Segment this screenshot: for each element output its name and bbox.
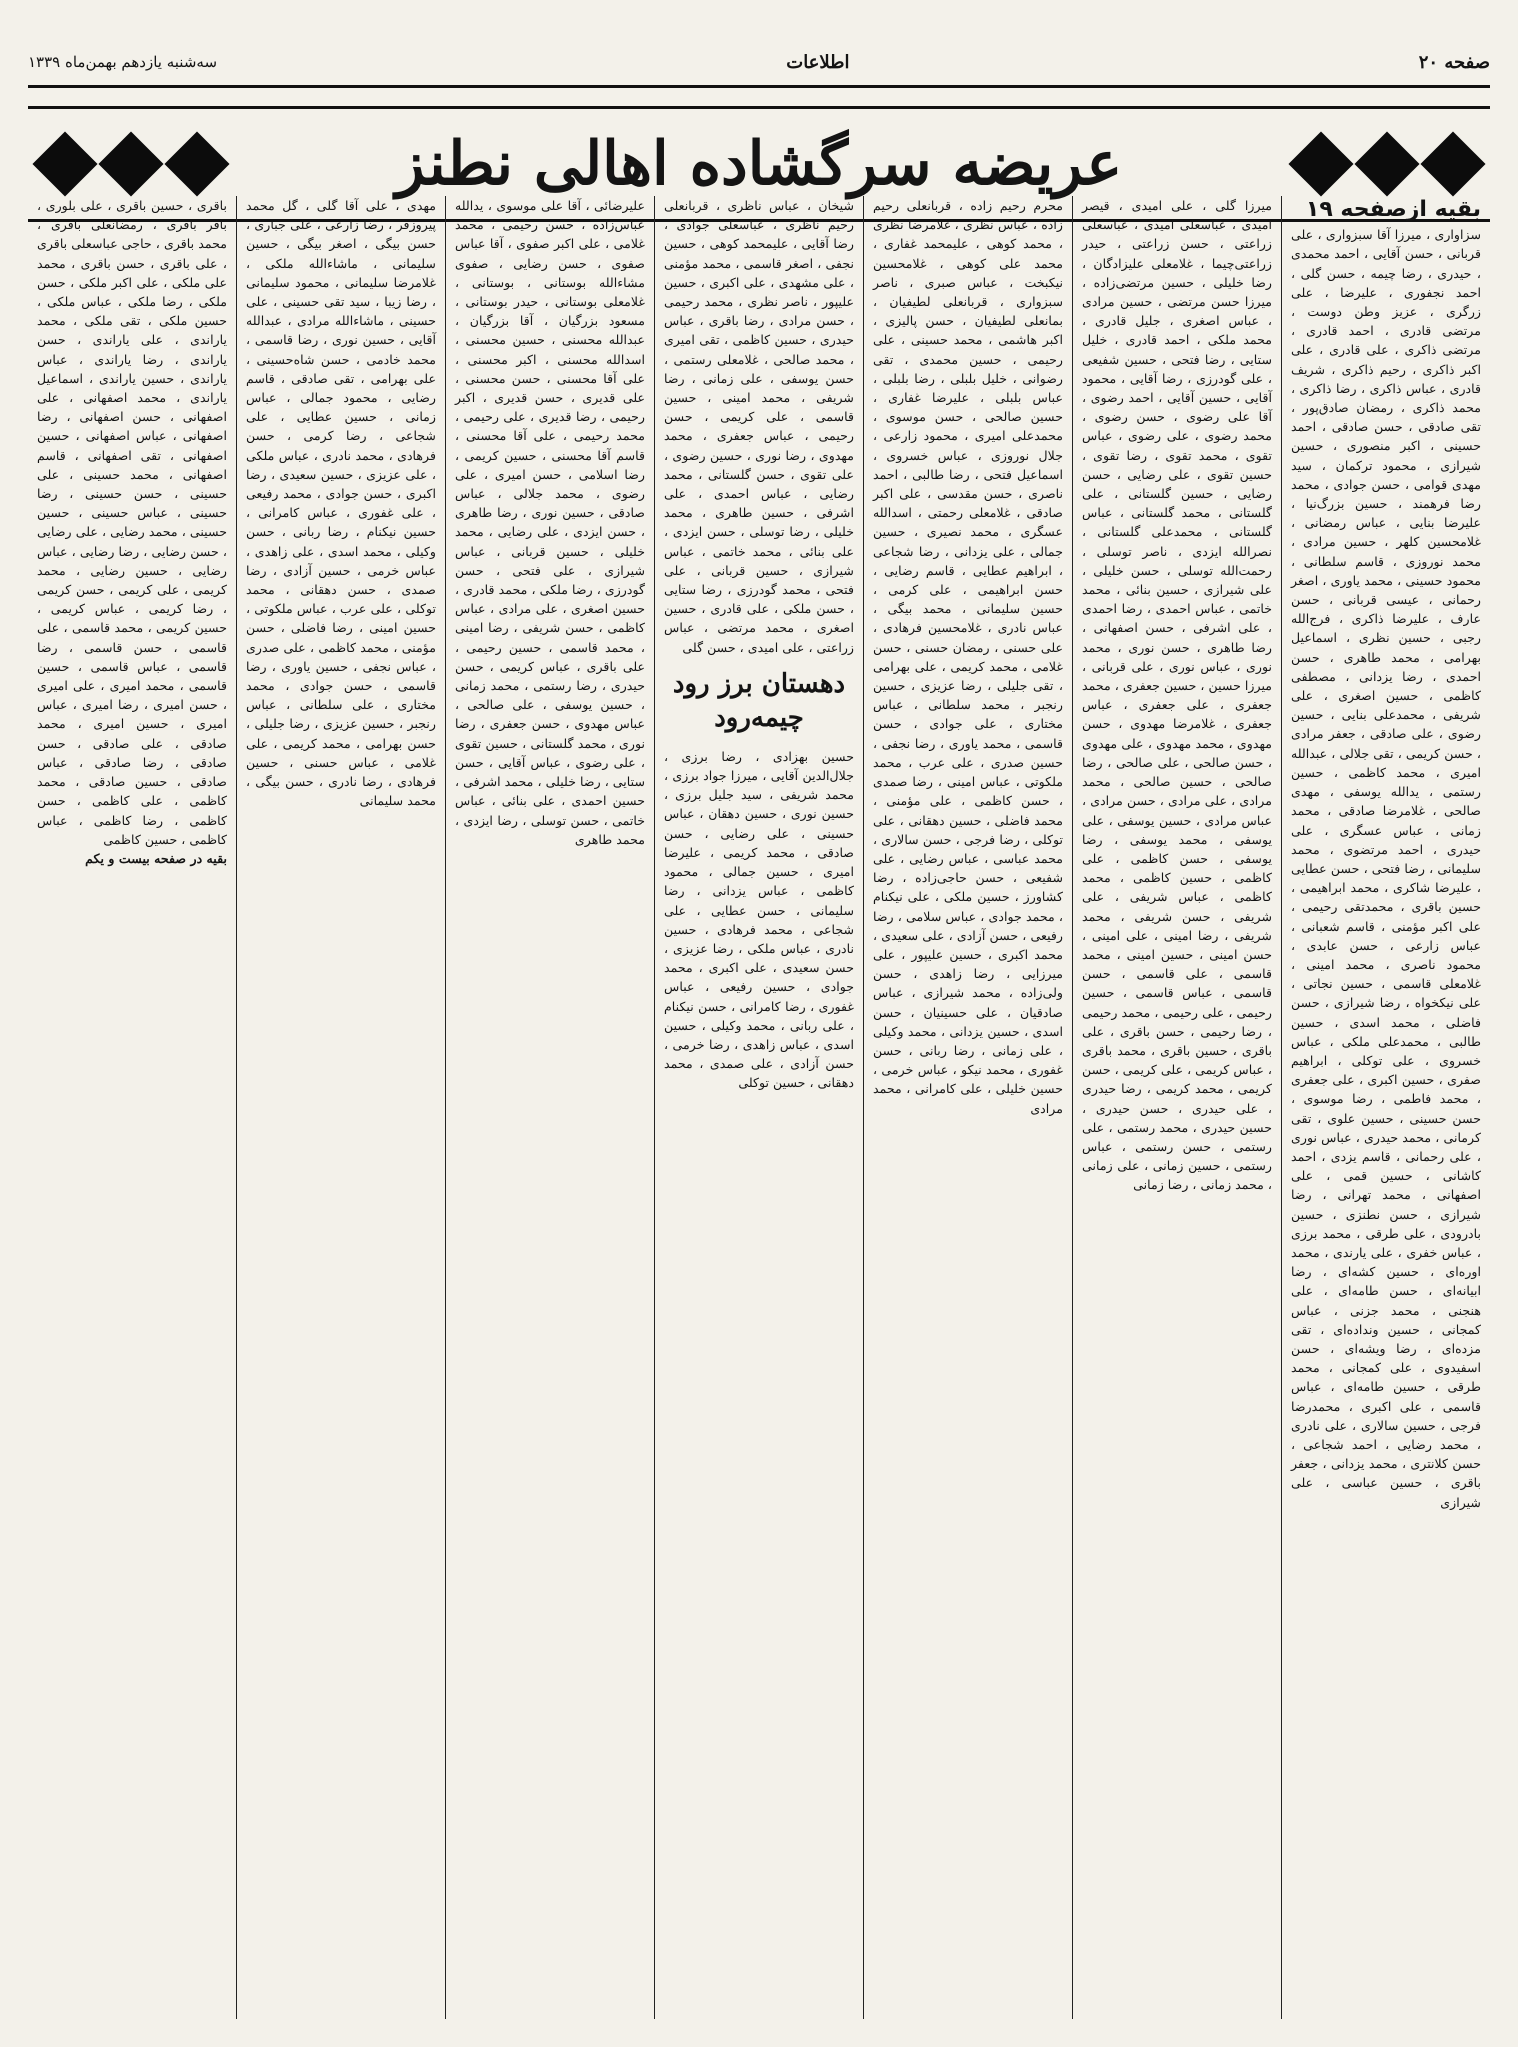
page-number: صفحه ۲۰ — [1418, 51, 1490, 73]
continued-from-note: بقیه ازصفحه ۱۹ — [1305, 197, 1481, 222]
column-text: علیرضائی ، آقا علی موسوی ، یدالله عباس‌زاده ، حسن رحیمی ، محمد غلامی ، علی اکبر صفوی ، آقا عباس صفوی ، حسن رضایی ، صفوی مشاءالله بوستانی ، بوستانی ، غلامعلی بوستانی ، حیدر بوستانی ، مسعود بزرگیان ، آقا بزرگیان ، عبدالله محسنی ، حسین محسنی ، اسدالله محسنی ، اکبر محسنی ، علی آقا محسنی ، حسن محسنی ، علی قدیری ، حسن قدیری ، اکبر رحیمی ، رضا قدیری ، علی رحیمی ، محمد رحیمی ، علی آقا محسنی ، قاسم آقا محسنی ، حسین کریمی ، رضا اسلامی ، حسن امیری ، علی رضوی ، محمد جلالی ، عباس صادقی ، حسین نوری ، رضا طاهری ، حسن ایزدی ، علی رضایی ، محمد خلیلی ، حسین قربانی ، عباس شیرازی ، علی فتحی ، حسن گودرزی ، رضا ملکی ، محمد قادری ، حسین اصغری ، علی مرادی ، عباس کاظمی ، حسن شریفی ، رضا امینی ، محمد قاسمی ، حسین رحیمی ، علی باقری ، عباس کریمی ، حسن حیدری ، رضا رستمی ، محمد زمانی ، حسین یوسفی ، علی صالحی ، عباس مهدوی ، حسن جعفری ، رضا نوری ، محمد گلستانی ، حسین تقوی ، علی رضوی ، عباس آقایی ، حسن ستایی ، رضا خلیلی ، محمد اشرفی ، حسین احمدی ، علی بنائی ، عباس خاتمی ، حسن توسلی ، رضا ایزدی ، محمد طاهری — [455, 198, 645, 847]
column-text: حسین بهزادی ، رضا برزی ، جلال‌الدین آقایی ، میرزا جواد برزی ، محمد شریفی ، سید جلیل برزی ، حسین نوری ، حسین دهقان ، عباس حسینی ، علی رضایی ، حسن صادقی ، محمد کریمی ، علیرضا امیری ، حسین جمالی ، محمود کاظمی ، عباس یزدانی ، رضا سلیمانی ، حسن عطایی ، علی شجاعی ، محمد فرهادی ، حسین نادری ، عباس ملکی ، رضا عزیزی ، حسن سعیدی ، علی اکبری ، محمد جوادی ، حسین رفیعی ، عباس غفوری ، رضا کامرانی ، حسن نیکنام ، علی ربانی ، محمد وکیلی ، حسین اسدی ، عباس زاهدی ، رضا خرمی ، حسن آزادی ، علی صمدی ، محمد دهقانی ، حسین توکلی — [664, 748, 854, 1091]
diamond-icon — [1420, 131, 1485, 196]
column-5 — [445, 196, 654, 2019]
column-text: باقری ، حسین باقری ، علی بلوری ، باقر باقری ، رمضانعلی باقری ، محمد باقری ، حاجی عباسعلی باقری ، علی باقری ، حسن باقری ، محمد علی ملکی ، علی اکبر ملکی ، حسن ملکی ، رضا ملکی ، عباس ملکی ، حسین ملکی ، تقی ملکی ، محمد یاراندی ، علی یاراندی ، حسن یاراندی ، رضا یاراندی ، عباس یاراندی ، حسین یاراندی ، اسماعیل یاراندی ، محمد اصفهانی ، علی اصفهانی ، حسن اصفهانی ، رضا اصفهانی ، عباس اصفهانی ، حسین اصفهانی ، تقی اصفهانی ، قاسم اصفهانی ، محمد حسینی ، علی حسینی ، حسن حسینی ، رضا حسینی ، عباس حسینی ، حسین حسینی ، محمد رضایی ، علی رضایی ، حسن رضایی ، رضا رضایی ، عباس رضایی ، حسین رضایی ، محمد کریمی ، علی کریمی ، حسن کریمی ، رضا کریمی ، عباس کریمی ، حسین کریمی ، محمد قاسمی ، علی قاسمی ، حسن قاسمی ، رضا قاسمی ، عباس قاسمی ، حسین قاسمی ، محمد امیری ، علی امیری ، حسن امیری ، رضا امیری ، عباس امیری ، حسین امیری ، محمد صادقی ، علی صادقی ، حسن صادقی ، رضا صادقی ، عباس صادقی ، حسین صادقی ، محمد کاظمی ، علی کاظمی ، حسن کاظمی ، رضا کاظمی ، عباس کاظمی ، حسین کاظمی — [37, 198, 227, 847]
diamond-ornament-right — [1284, 141, 1490, 187]
column-1 — [1281, 196, 1490, 2019]
column-6 — [236, 196, 445, 2019]
diamond-icon — [32, 131, 97, 196]
column-text: میرزا گلی ، علی امیدی ، قیصر امیدی ، عباسعلی امیدی ، عباسعلی زراعتی ، حسن زراعتی ، حیدر زراعتی‌چیما ، غلامعلی علیزادگان ، رضا خلیلی ، حسین مرتضی‌زاده ، میرزا حسن مرتضی ، حسین مرادی ، عباس اصغری ، جلیل قادری ، محمد ملکی ، احمد قادری ، خلیل ستایی ، رضا فتحی ، حسین شفیعی ، علی گودرزی ، رضا آقایی ، محمود آقایی ، حسین آقایی ، احمد رضوی ، آقا علی رضوی ، حسن رضوی ، محمد رضوی ، علی رضوی ، عباس تقوی ، محمد تقوی ، رضا تقوی ، حسین تقوی ، علی رضایی ، حسن رضایی ، حسین گلستانی ، علی گلستانی ، محمد گلستانی ، عباس گلستانی ، محمدعلی گلستانی ، نصرالله ایزدی ، ناصر توسلی ، رحمت‌الله توسلی ، حسن خلیلی ، علی شیرازی ، حسین بنائی ، محمد خاتمی ، عباس احمدی ، رضا احمدی ، علی اشرفی ، حسن اصفهانی ، رضا طاهری ، حسن نوری ، محمد نوری ، عباس نوری ، علی قربانی ، میرزا حسین ، حسین جعفری ، محمد جعفری ، علی جعفری ، عباس جعفری ، غلامرضا مهدوی ، حسن مهدوی ، محمد مهدوی ، علی مهدوی ، حسن صالحی ، علی صالحی ، رضا صالحی ، حسین صالحی ، محمد مرادی ، علی مرادی ، حسن مرادی ، عباس مرادی ، حسین یوسفی ، علی یوسفی ، محمد یوسفی ، رضا یوسفی ، حسن کاظمی ، علی کاظمی ، حسین کاظمی ، محمد کاظمی ، عباس شریفی ، علی شریفی ، حسن شریفی ، محمد شریفی ، رضا امینی ، علی امینی ، حسن امینی ، حسین امینی ، محمد قاسمی ، علی قاسمی ، حسن قاسمی ، عباس قاسمی ، حسین رحیمی ، علی رحیمی ، محمد رحیمی ، رضا رحیمی ، حسن باقری ، علی باقری ، حسین باقری ، محمد باقری ، عباس کریمی ، علی کریمی ، حسن کریمی ، محمد کریمی ، رضا حیدری ، علی حیدری ، حسن حیدری ، حسین حیدری ، محمد رستمی ، علی رستمی ، حسن رستمی ، عباس رستمی ، حسین زمانی ، علی زمانی ، محمد زمانی ، رضا زمانی — [1082, 198, 1272, 1193]
section-subheading: دهستان برز رود چیمه‌رود — [672, 668, 846, 733]
column-text: محرم رحیم زاده ، قربانعلی رحیم زاده ، عباس نظری ، غلامرضا نظری ، محمد کوهی ، علیمحمد غفاری ، محمد علی کوهی ، غلامحسین نیکبخت ، عباس صبری ، ناصر سبزواری ، قربانعلی لطیفیان ، بمانعلی لطیفیان ، حسن پالیزی ، اکبر هاشمی ، محمد حسینی ، علی رحیمی ، حسین محمدی ، تقی رضوانی ، خلیل بلبلی ، رضا بلبلی ، عباس بلبلی ، علیرضا غفاری ، حسین صالحی ، حسن موسوی ، محمدعلی امیری ، محمود زارعی ، جلال نوروزی ، عباس خسروی ، اسماعیل فتحی ، رضا طالبی ، احمد ناصری ، حسن مقدسی ، علی اکبر صادقی ، غلامعلی رحمتی ، اسدالله عسگری ، محمد نصیری ، حسین جمالی ، علی یزدانی ، رضا شجاعی ، ابراهیم عطایی ، قاسم رضایی ، حسن ابراهیمی ، علی کرمی ، حسین سلیمانی ، محمد بیگی ، عباس نادری ، غلامحسین فرهادی ، علی حسنی ، رمضان حسنی ، حسن غلامی ، محمد کریمی ، علی بهرامی ، تقی جلیلی ، رضا عزیزی ، حسین رنجبر ، محمد سلطانی ، عباس مختاری ، علی جوادی ، حسن قاسمی ، محمد یاوری ، رضا نجفی ، حسین صدری ، علی عرب ، محمد ملکوتی ، عباس امینی ، رضا صمدی ، حسن کاظمی ، علی مؤمنی ، محمد فاضلی ، حسین دهقانی ، علی توکلی ، رضا فرجی ، حسن سالاری ، محمد عباسی ، عباس رضایی ، علی شفیعی ، حسن حاجی‌زاده ، رضا کشاورز ، حسین ملکی ، علی نیکنام ، محمد جوادی ، عباس سلامی ، رضا رفیعی ، حسن آزادی ، علی سعیدی ، محمد اکبری ، حسین علیپور ، علی میرزایی ، رضا زاهدی ، حسن ولی‌زاده ، محمد شیرازی ، عباس صادقیان ، علی حسینیان ، حسن اسدی ، حسین یزدانی ، محمد وکیلی ، علی زمانی ، رضا ربانی ، حسن غفوری ، محمد نیکو ، عباس خرمی ، حسین خلیلی ، علی کامرانی ، محمد مرادی — [873, 198, 1063, 1116]
column-text: مهدی ، علی آقا گلی ، گل محمد پیروزفر ، رضا زارعی ، علی جباری ، حسن بیگی ، اصغر بیگی ، حسین سلیمانی ، ماشاءالله ملکی ، غلامرضا سلیمانی ، محمود سلیمانی ، رضا زیبا ، سید تقی حسینی ، علی حسینی ، ماشاءالله مرادی ، عبدالله آقایی ، حسین نوری ، رضا قاسمی ، محمد خادمی ، حسن شاه‌حسینی ، علی بهرامی ، تقی صادقی ، قاسم رضایی ، محمود جمالی ، عباس زمانی ، حسین عطایی ، علی شجاعی ، رضا کرمی ، حسن فرهادی ، محمد نادری ، عباس ملکی ، علی عزیزی ، حسین سعیدی ، رضا اکبری ، حسن جوادی ، محمد رفیعی ، علی غفوری ، عباس کامرانی ، حسین نیکنام ، رضا ربانی ، حسن وکیلی ، محمد اسدی ، علی زاهدی ، عباس خرمی ، حسین آزادی ، رضا صمدی ، حسن دهقانی ، محمد توکلی ، علی عرب ، عباس ملکوتی ، حسین امینی ، رضا فاضلی ، حسن مؤمنی ، محمد کاظمی ، علی صدری ، عباس نجفی ، حسین یاوری ، رضا قاسمی ، حسن جوادی ، محمد مختاری ، علی سلطانی ، عباس رنجبر ، حسین عزیزی ، رضا جلیلی ، حسن بهرامی ، محمد کریمی ، علی غلامی ، عباس حسنی ، حسین فرهادی ، رضا نادری ، حسن بیگی ، محمد سلیمانی — [246, 198, 436, 809]
publication-name: اطلاعات — [786, 51, 850, 73]
column-4 — [654, 196, 863, 2019]
diamond-ornament-left — [28, 141, 234, 187]
column-2 — [1072, 196, 1281, 2019]
continued-on-note: بقیه در صفحه بیست و یکم — [85, 850, 227, 866]
diamond-icon — [98, 131, 163, 196]
header-rule — [28, 85, 1490, 88]
column-text: شیخان ، عباس ناظری ، قربانعلی رحیم ناظری ، عباسعلی جوادی ، رضا آقایی ، علیمحمد کوهی ، حسین نجفی ، اصغر قاسمی ، محمد مؤمنی ، علی مشهدی ، علی اکبری ، حسین علیپور ، ناصر نظری ، محمد رحیمی ، حسن مرادی ، رضا باقری ، عباس حیدری ، حسین کاظمی ، تقی امیری ، محمد صالحی ، غلامعلی رستمی ، حسن یوسفی ، علی زمانی ، رضا شریفی ، محمد امینی ، حسین قاسمی ، علی کریمی ، حسن رحیمی ، عباس جعفری ، محمد مهدوی ، رضا نوری ، حسین رضوی ، علی تقوی ، حسن گلستانی ، محمد رضایی ، عباس احمدی ، علی اشرفی ، حسین طاهری ، محمد خلیلی ، رضا توسلی ، حسن ایزدی ، علی بنائی ، محمد خاتمی ، عباس شیرازی ، حسین قربانی ، علی فتحی ، محمد گودرزی ، رضا ستایی ، حسن ملکی ، علی قادری ، حسین اصغری ، محمد مرتضی ، عباس زراعتی ، علی امیدی ، حسن گلی — [664, 198, 854, 655]
headline-title: عریضه سرگشاده اهالی نطنز — [395, 129, 1123, 199]
column-text: سزاواری ، میرزا آقا سبزواری ، علی قربانی ، حسن آقایی ، احمد محمدی ، حیدری ، رضا چیمه ، حسن گلی ، احمد نجفوری ، علیرضا ، علی زرگری ، عزیز وطن دوست ، مرتضی قادری ، احمد قادری ، مرتضی ذاکری ، علی قادری ، علی اکبر ذاکری ، رحیم ذاکری ، شریف قادری ، عباس ذاکری ، رضا ذاکری ، محمد ذاکری ، رمضان صادق‌پور ، تقی صادقی ، حسن صادقی ، احمد حسینی ، اکبر منصوری ، حسین شیرازی ، محمود ترکمان ، سید مهدی قوامی ، حسن جوادی ، محمد رضا فرهمند ، حسین بزرگ‌نیا ، علیرضا بنایی ، عباس رمضانی ، غلامحسین کلهر ، حسین مرادی ، محمد نوروزی ، قاسم سلطانی ، محمود حسینی ، محمد یاوری ، اصغر رحمانی ، عیسی قربانی ، حسن عارف ، علیرضا ذاکری ، فرج‌الله رجبی ، حسین نظری ، اسماعیل بهرامی ، محمد طاهری ، حسن احمدی ، رضا یزدانی ، مصطفی کاظمی ، حسین اصغری ، علی شریفی ، محمدعلی بنایی ، حسین رضوی ، علی صادقی ، جعفر مرادی ، حسن کریمی ، تقی جلالی ، عبدالله امیری ، محمد کاظمی ، حسین رستمی ، یدالله یوسفی ، مهدی صالحی ، غلامرضا صادقی ، محمد زمانی ، عباس عسگری ، علی حیدری ، احمد مرتضوی ، محمد سلیمانی ، رضا فتحی ، حسن عطایی ، علیرضا شاکری ، محمد ابراهیمی ، حسین باقری ، محمدتقی رحیمی ، علی اکبر مؤمنی ، قاسم شعبانی ، عباس زارعی ، حسن عابدی ، محمود ناصری ، محمد امینی ، غلامعلی قاسمی ، حسین نجاتی ، علی نیکخواه ، رضا شیرازی ، حسن فاضلی ، محمد اسدی ، حسین طالبی ، محمدعلی ملکی ، عباس خسروی ، علی توکلی ، ابراهیم صفری ، حسین اکبری ، علی جعفری ، محمد فاطمی ، رضا موسوی ، حسن حسینی ، حسین علوی ، تقی کرمانی ، محمد حیدری ، عباس نوری ، علی رحمانی ، قاسم یزدی ، احمد کاشانی ، حسین قمی ، علی اصفهانی ، محمد تهرانی ، رضا شیرازی ، حسن نطنزی ، حسین بادرودی ، علی طرقی ، محمد برزی ، عباس خفری ، علی یارندی ، محمد اوره‌ای ، حسین کشه‌ای ، رضا ابیانه‌ای ، حسن طامه‌ای ، علی هنجنی ، محمد جزنی ، عباس کمجانی ، حسین ونداده‌ای ، تقی مزده‌ای ، رضا ویشه‌ای ، حسن اسفیدوی ، علی کمجانی ، محمد طرقی ، حسین طامه‌ای ، عباس قاسمی ، علی اکبری ، محمدرضا فرجی ، حسین سالاری ، علی نادری ، محمد رضایی ، احمد شجاعی ، حسن کلانتری ، محمد یزدانی ، جعفر باقری ، حسین عباسی ، علی شیرازی — [1291, 227, 1481, 1510]
diamond-icon — [1354, 131, 1419, 196]
column-7 — [28, 196, 236, 2019]
article-columns — [28, 196, 1490, 2019]
diamond-icon — [1288, 131, 1353, 196]
column-3 — [863, 196, 1072, 2019]
diamond-icon — [164, 131, 229, 196]
page-header — [28, 42, 1490, 82]
issue-date: سه‌شنبه یازدهم بهمن‌ماه ۱۳۳۹ — [28, 53, 218, 71]
